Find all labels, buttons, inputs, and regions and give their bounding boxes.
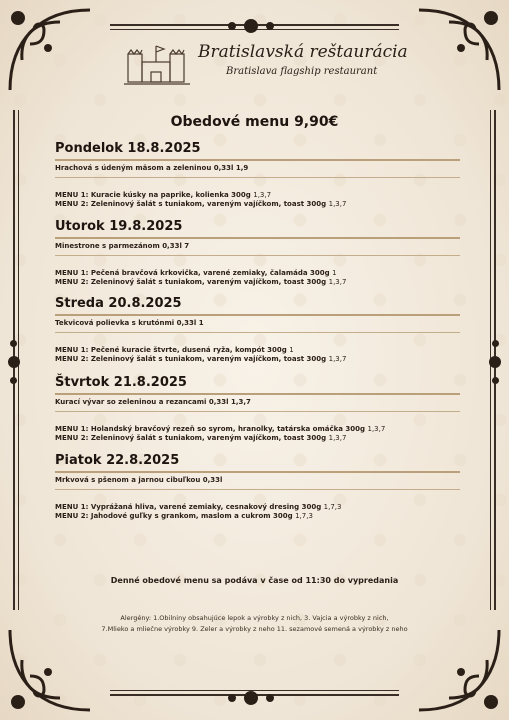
day-heading: Utorok 19.8.2025 [55, 219, 183, 234]
menu-2-text: MENU 2: Zeleninový šalát s tuniakom, vareným vajíčkom, toast 300g [55, 434, 327, 442]
ornament-dot-top-right [266, 22, 274, 30]
day-section-friday [55, 453, 460, 521]
menu-2-line [55, 434, 460, 443]
day-divider [55, 471, 460, 473]
frame-bottom-line-thin [110, 690, 399, 691]
ornament-dot-left-upper [10, 340, 17, 347]
allergens-line-2: 7.Mlieko a mliečne výrobky 9. Zeler a výrobky z neho 11. sezamové semená a výrobky z neho [101, 625, 408, 633]
menu-2-line [55, 200, 460, 209]
day-heading: Piatok 22.8.2025 [55, 453, 180, 468]
menu-2-allergens: 1,3,7 [328, 278, 347, 286]
menu-1-text: MENU 1: Pečená bravčová krkovička, varené zemiaky, čalamáda 300g [55, 269, 330, 277]
ornament-dot-left [8, 356, 20, 368]
menu-2-line [55, 355, 460, 364]
ornament-dot-right-lower [492, 377, 499, 384]
corner-ornament-icon [0, 624, 96, 720]
menu-1-line [55, 269, 460, 278]
corner-ornament-icon [413, 0, 509, 96]
soup-divider [55, 411, 460, 412]
ornament-dot-left-lower [10, 377, 17, 384]
menu-2-text: MENU 2: Zeleninový šalát s tuniakom, vareným vajíčkom, toast 300g [55, 355, 327, 363]
ornament-dot-right [489, 356, 501, 368]
ornament-dot-bottom-left [228, 694, 236, 702]
day-section-monday [55, 141, 460, 209]
day-divider [55, 237, 460, 239]
serving-time-note: Denné obedové menu sa podáva v čase od 11:30 do vypredania [110, 576, 399, 585]
soup-divider [55, 177, 460, 178]
menu-1-text: MENU 1: Kuracie kúsky na paprike, kolienka 300g [55, 191, 251, 199]
menu-1-allergens: 1 [289, 346, 294, 354]
menu-2-line [55, 512, 460, 521]
day-section-tuesday [55, 219, 460, 287]
corner-ornament-icon [413, 624, 509, 720]
menu-title: Obedové menu 9,90€ [170, 114, 339, 130]
menu-1-allergens: 1,3,7 [367, 425, 386, 433]
menu-1-allergens: 1 [332, 269, 337, 277]
soup-line: Tekvicová polievka s krutónmi 0,33l 1 [55, 319, 204, 327]
ornament-dot-top-left [228, 22, 236, 30]
day-section-thursday [55, 375, 460, 443]
allergens-line-1: Alergény: 1.Obilniny obsahujúce lepok a výrobky z nich, 3. Vajcia a výrobky z nich, [120, 614, 389, 622]
soup-divider [55, 489, 460, 490]
menu-1-allergens: 1,3,7 [253, 191, 272, 199]
day-divider [55, 159, 460, 161]
menu-1-allergens: 1,7,3 [323, 503, 342, 511]
corner-ornament-icon [0, 0, 96, 96]
day-heading: Streda 20.8.2025 [55, 296, 182, 311]
ornament-dot-bottom-right [266, 694, 274, 702]
ornament-dot-top [244, 19, 258, 33]
soup-line: Mrkvová s pšenom a jarnou cibuľkou 0,33l [55, 476, 223, 484]
menu-2-allergens: 1,3,7 [328, 200, 347, 208]
menu-1-text: MENU 1: Vyprážaná hliva, varené zemiaky, cesnakový dresing 300g [55, 503, 322, 511]
castle-logo-icon [122, 40, 192, 86]
soup-divider [55, 332, 460, 333]
allergens-legend [60, 613, 449, 635]
menu-1-line [55, 503, 460, 512]
day-divider [55, 393, 460, 395]
menu-1-line [55, 425, 460, 434]
menu-2-text: MENU 2: Zeleninový šalát s tuniakom, vareným vajíčkom, toast 300g [55, 278, 327, 286]
ornament-dot-bottom [244, 691, 258, 705]
menu-1-line [55, 346, 460, 355]
menu-1-text: MENU 1: Holandský bravčový rezeň so syrom, hranolky, tatárska omáčka 300g [55, 425, 366, 433]
menu-1-text: MENU 1: Pečené kuracie štvrte, dusená ryža, kompót 300g [55, 346, 287, 354]
menu-1-line [55, 191, 460, 200]
menu-2-line [55, 278, 460, 287]
soup-divider [55, 255, 460, 256]
soup-line: Kurací vývar so zeleninou a rezancami 0,33l 1,3,7 [55, 398, 251, 406]
soup-line: Hrachová s údeným mäsom a zeleninou 0,33l 1,9 [55, 164, 249, 172]
ornament-dot-right-upper [492, 340, 499, 347]
menu-2-allergens: 1,3,7 [328, 434, 347, 442]
menu-2-allergens: 1,3,7 [328, 355, 347, 363]
menu-2-allergens: 1,7,3 [295, 512, 313, 520]
day-divider [55, 314, 460, 316]
day-heading: Štvrtok 21.8.2025 [55, 375, 187, 390]
menu-2-text: MENU 2: Jahodové guľky s grankom, maslom a cukrom 300g [55, 512, 293, 520]
restaurant-name: Bratislavská reštaurácia [198, 42, 408, 62]
day-heading: Pondelok 18.8.2025 [55, 141, 201, 156]
restaurant-subtitle: Bratislava flagship restaurant [226, 66, 378, 77]
soup-line: Minestrone s parmezánom 0,33l 7 [55, 242, 190, 250]
menu-2-text: MENU 2: Zeleninový šalát s tuniakom, vareným vajíčkom, toast 300g [55, 200, 327, 208]
day-section-wednesday [55, 296, 460, 364]
